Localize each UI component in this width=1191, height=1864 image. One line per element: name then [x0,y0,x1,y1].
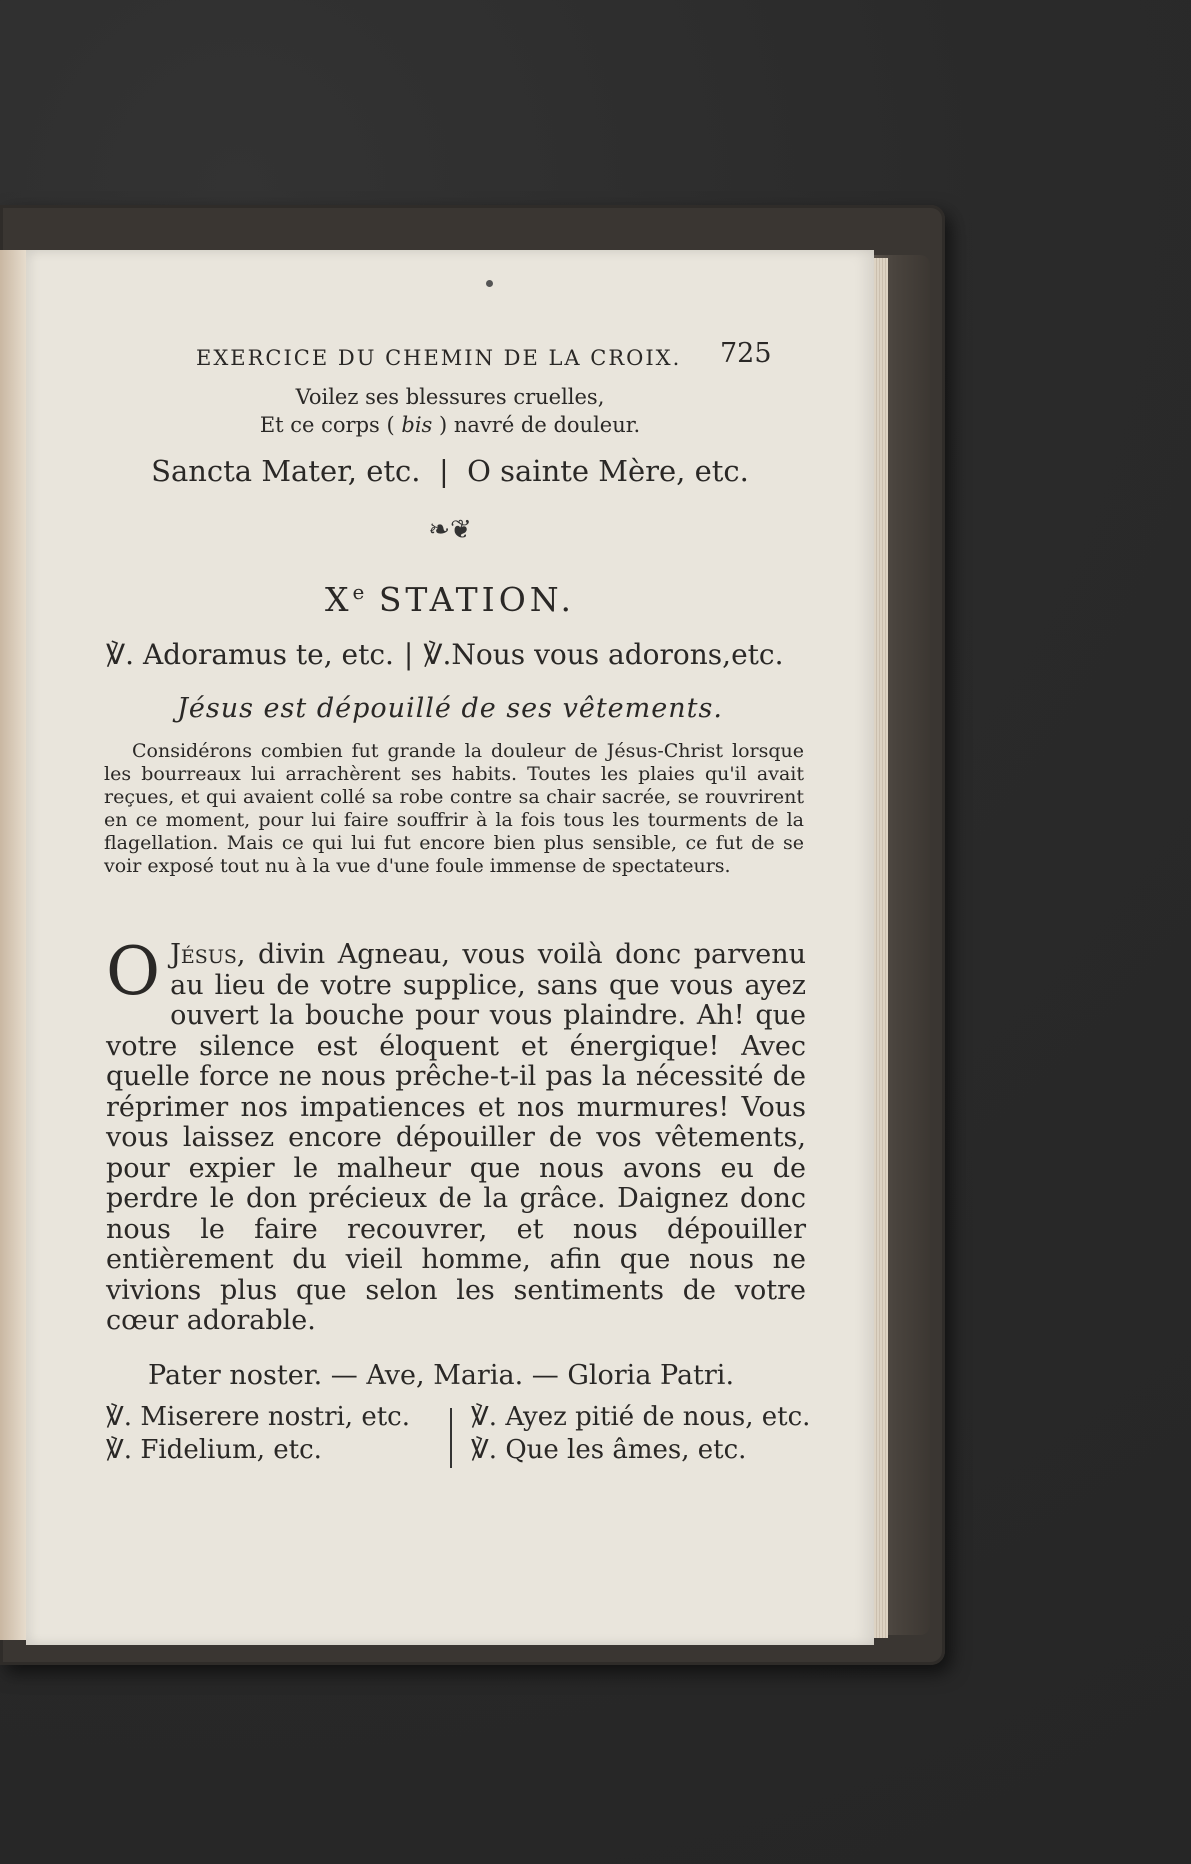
page-edges [874,258,888,1638]
verse-line-2: Et ce corps ( bis ) navré de douleur. [259,413,641,437]
bis-italic: bis [401,413,433,437]
meditation-paragraph: Considérons combien fut grande la douleur de Jésus-Christ lorsque les bourreaux lui arrachèrent ses habits. Toutes les plaies qu'il avait reçues, et qui avaient collé sa robe contre sa chair sacrée, se rouvrirent en ce moment, pour lui faire souffrir à la fois tous les tourments de la flagellation. Mais ce qui lui fut encore bien plus sensible, ce fut de se voir exposé tout nu à la vue d'une foule immense de spectateurs. [104,740,804,877]
versicle-row [106,638,783,671]
versicle-french: ℣.Nous vous adorons,etc. [423,638,784,671]
ink-dot [486,280,493,287]
prayer-first-word: Jésus [170,939,237,970]
page [26,250,874,1645]
response-right-1: ℣. Ayez pitié de nous, etc. [471,1402,811,1432]
station-heading: Xe STATION. [324,580,576,619]
left-page-edge [0,250,26,1640]
drop-cap: O [106,933,161,1010]
ornament-icon: ❧❦ [428,515,472,545]
pater-line: Pater noster. — Ave, Maria. — Gloria Patri. [148,1360,735,1391]
station-title: Jésus est dépouillé de ses vêtements. [177,693,723,724]
versicle-separator: | [403,638,414,671]
refrain: Sancta Mater, etc. | O sainte Mère, etc. [151,454,749,488]
page-number: 725 [720,338,772,369]
versicle-latin: ℣. Adoramus te, etc. [106,638,394,671]
verse-line-1: Voilez ses blessures cruelles, [295,385,605,409]
response-right-2: ℣. Que les âmes, etc. [471,1435,747,1465]
response-left-2: ℣. Fidelium, etc. [106,1435,322,1465]
responses [106,1402,811,1468]
running-head: EXERCICE DU CHEMIN DE LA CROIX. [196,346,682,370]
prayer-paragraph: O Jésus, divin Agneau, vous voilà donc parvenu au lieu de votre supplice, sans que vous ayez ouvert la bouche pour vous plaindre. Ah! que votre silence est éloquent et énergique! Avec quelle force ne nous prêche-t-il pas la nécessité de réprimer nos impatiences et nos murmures! Vous vous laissez encore dépouiller de vos vêtements, pour expier le malheur que nous avons eu de perdre le don précieux de la grâce. Daignez donc nous le faire recouvrer, et nous dépouiller entièrement du vieil homme, afin que nous ne vivions plus que selon les sentiments de votre cœur adorable. [106,933,806,1336]
response-left-1: ℣. Miserere nostri, etc. [106,1402,411,1432]
